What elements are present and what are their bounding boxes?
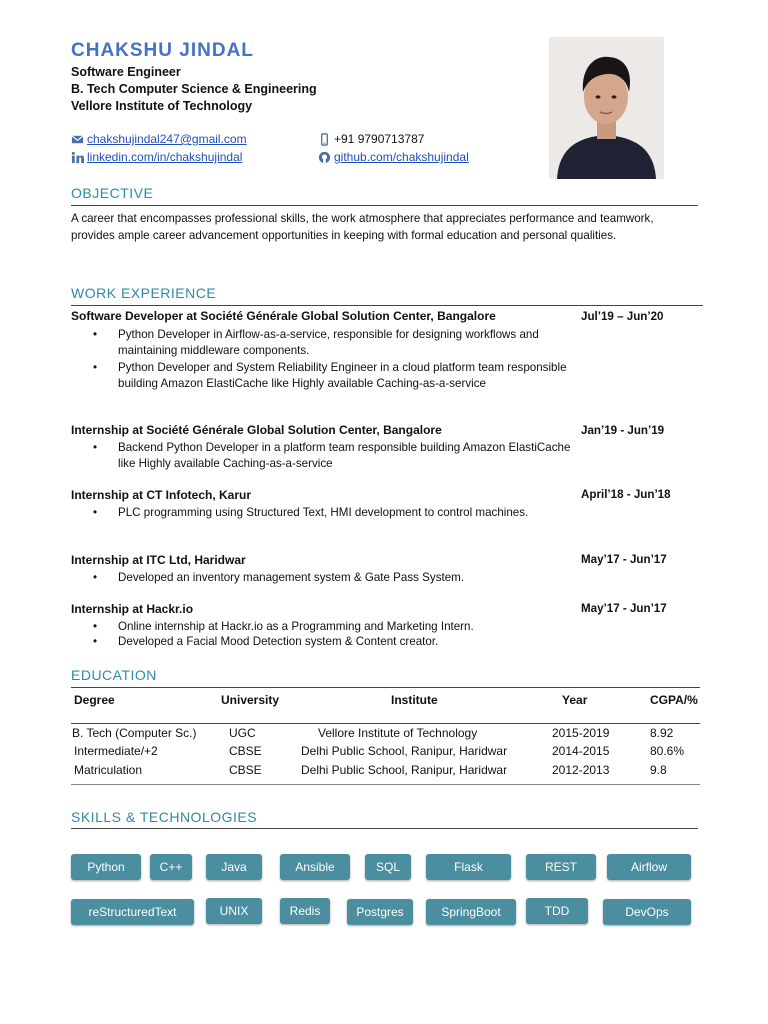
skill-ansible: Ansible [280,854,350,880]
edu-3-cgpa: 9.8 [650,763,667,777]
col-cgpa: CGPA/% [650,693,698,707]
skill-python: Python [71,854,141,880]
skill-redis: Redis [280,898,330,924]
work-heading: WORK EXPERIENCE [71,285,217,301]
objective-heading: OBJECTIVE [71,185,154,201]
col-university: University [221,693,280,707]
job-1-bullet-2: • Python Developer and System Reliability Engineer in a cloud platform team responsible building Amazon ElastiCache like Highly available Caching-as-a-service [93,360,578,393]
objective-divider [71,205,698,206]
github-icon [318,151,331,164]
job-2-title: Internship at Société Générale Global Solution Center, Bangalore [71,423,442,437]
job-5-bullet-2: • Developed a Facial Mood Detection system & Content creator. [93,634,578,650]
college: Vellore Institute of Technology [71,99,253,113]
skills-divider [71,828,698,829]
edu-2-cgpa: 80.6% [650,744,685,758]
edu-3-institute: Delhi Public School, Ranipur, Haridwar [301,763,508,777]
skill-cpp: C++ [150,854,192,880]
mail-icon [71,133,84,146]
edu-2-university: CBSE [229,744,262,758]
degree: B. Tech Computer Science & Engineering [71,82,317,96]
job-3-date: April’18 - Jun’18 [581,488,671,501]
edu-2-degree: Intermediate/+2 [74,744,158,758]
job-1-bullet-1: • Python Developer in Airflow-as-a-service, responsible for designing workflows and maintaining middleware components. [93,327,578,360]
edu-2-year: 2014-2015 [552,744,610,758]
email-link[interactable]: chakshujindal247@gmail.com [87,132,247,146]
col-institute: Institute [391,693,438,707]
job-1-date: Jul’19 – Jun’20 [581,310,664,323]
skill-restructuredtext: reStructuredText [71,899,194,925]
edu-1-year: 2015-2019 [552,726,610,740]
job-4-title: Internship at ITC Ltd, Haridwar [71,553,246,567]
edu-3-degree: Matriculation [74,763,143,777]
col-year: Year [562,693,588,707]
job-4-bullet-1: • Developed an inventory management system & Gate Pass System. [93,570,578,586]
job-3-bullet-1: • PLC programming using Structured Text, HMI development to control machines. [93,505,578,521]
skill-postgres: Postgres [347,899,413,925]
skill-airflow: Airflow [607,854,691,880]
skill-tdd: TDD [526,898,588,924]
edu-1-institute: Vellore Institute of Technology [318,726,478,740]
candidate-name: CHAKSHU JINDAL [71,40,254,61]
edu-1-university: UGC [229,726,256,740]
education-divider [71,687,700,688]
github-contact[interactable] [318,150,469,164]
education-heading: EDUCATION [71,667,157,683]
job-2-bullet-1: • Backend Python Developer in a platform team responsible building Amazon ElastiCache like Highly available Caching-as-a-service [93,440,578,473]
skill-unix: UNIX [206,898,262,924]
edu-3-university: CBSE [229,763,262,777]
work-divider [71,305,703,306]
linkedin-contact[interactable] [71,150,242,164]
skill-springboot: SpringBoot [426,899,516,925]
job-5-date: May’17 - Jun’17 [581,602,667,615]
job-1-title: Software Developer at Société Générale Global Solution Center, Bangalore [71,309,496,323]
linkedin-link[interactable]: linkedin.com/in/chakshujindal [87,150,243,164]
email-contact[interactable] [71,132,247,146]
phone-number: +91 9790713787 [334,132,425,146]
job-3-title: Internship at CT Infotech, Karur [71,488,252,502]
job-4-date: May’17 - Jun’17 [581,553,667,566]
edu-1-cgpa: 8.92 [650,726,674,740]
edu-3-year: 2012-2013 [552,763,610,777]
edu-1-degree: B. Tech (Computer Sc.) [72,726,197,740]
skills-heading: SKILLS & TECHNOLOGIES [71,809,258,825]
skill-java: Java [206,854,262,880]
education-header-divider [71,723,700,724]
job-title: Software Engineer [71,65,181,79]
phone-contact [318,132,424,146]
profile-photo [549,37,664,179]
phone-icon [318,133,331,146]
skill-flask: Flask [426,854,511,880]
skill-sql: SQL [365,854,411,880]
education-bottom-divider [71,784,700,785]
job-5-bullet-1: • Online internship at Hackr.io as a Programming and Marketing Intern. [93,619,578,635]
skill-rest: REST [526,854,596,880]
skill-devops: DevOps [603,899,691,925]
job-5-title: Internship at Hackr.io [71,602,194,616]
objective-text: A career that encompasses professional skills, the work atmosphere that appreciates performance and teamwork, provides ample career advancement opportunities in keeping with formal education and personal qualities. [71,212,654,242]
github-link[interactable]: github.com/chakshujindal [334,150,469,164]
job-2-date: Jan’19 - Jun’19 [581,424,665,437]
col-degree: Degree [74,693,115,707]
linkedin-icon [71,151,84,164]
edu-2-institute: Delhi Public School, Ranipur, Haridwar [301,744,508,758]
